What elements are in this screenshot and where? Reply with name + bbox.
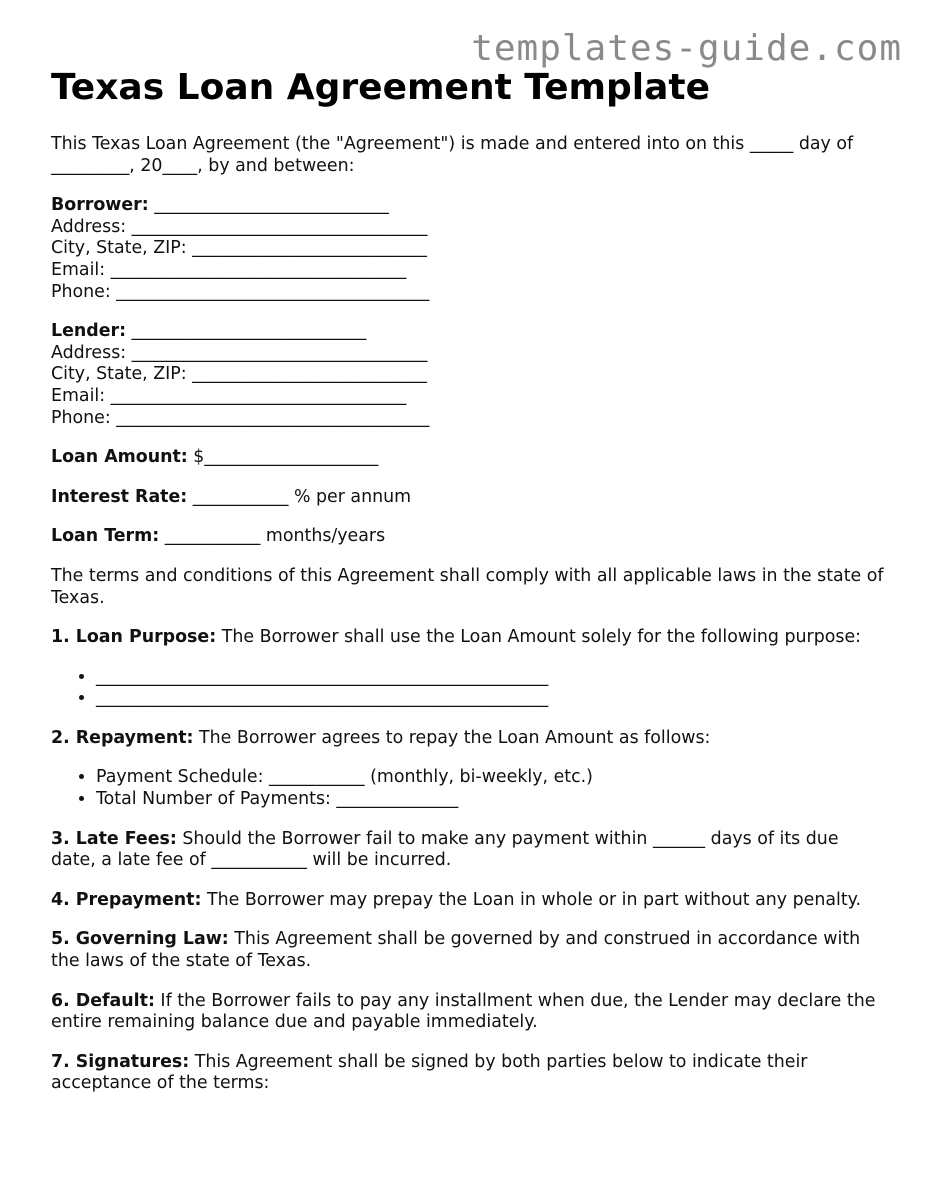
purpose-list [51, 667, 886, 710]
section-text: The Borrower shall use the Loan Amount solely for the following purpose: [216, 627, 862, 648]
borrower-address: Address: __________________________________ [51, 216, 428, 237]
loan-term-label: Loan Term: [51, 526, 160, 547]
document-page [51, 66, 886, 1113]
borrower-name-line [51, 195, 886, 217]
section-heading: 2. Repayment: [51, 727, 194, 748]
lender-phone: Phone: ____________________________________ [51, 407, 430, 428]
section-text: This Agreement shall be signed by both parties below to indicate their acceptance of the terms: [51, 1051, 808, 1094]
section-heading: 1. Loan Purpose: [51, 627, 217, 648]
loan-amount-label: Loan Amount: [51, 447, 188, 468]
section-text: The Borrower agrees to repay the Loan Amount as follows: [193, 727, 711, 748]
lender-address: Address: __________________________________ [51, 342, 428, 363]
interest-rate-value: ___________ % per annum [187, 486, 412, 507]
section-heading: 3. Late Fees: [51, 828, 177, 849]
section-governing-law [51, 929, 886, 972]
repayment-list [51, 767, 886, 810]
intro-paragraph: This Texas Loan Agreement (the "Agreement") is made and entered into on this _____ day of _________, 20____, by and between: [51, 134, 854, 176]
section-repayment [51, 728, 886, 750]
section-text: Should the Borrower fail to make any payment within ______ days of its due date, a late fee of ___________ will be incurred. [51, 828, 839, 871]
borrower-city: City, State, ZIP: ___________________________ [51, 238, 427, 259]
section-prepayment [51, 890, 886, 912]
loan-term-line [51, 526, 886, 548]
interest-rate-line [51, 487, 886, 509]
section-text: This Agreement shall be governed by and construed in accordance with the laws of the state of Texas. [51, 929, 861, 972]
loan-amount-value: $____________________ [187, 447, 379, 468]
section-loan-purpose [51, 627, 886, 649]
loan-amount-line [51, 447, 886, 469]
lender-city: City, State, ZIP: ___________________________ [51, 364, 427, 385]
lender-label: Lender: [51, 321, 127, 342]
interest-rate-label: Interest Rate: [51, 486, 188, 507]
section-text: The Borrower may prepay the Loan in whole or in part without any penalty. [201, 889, 862, 910]
document-title: Texas Loan Agreement Template [51, 67, 711, 108]
list-item: • ____________________________________________________ [96, 667, 886, 689]
loan-term-value: ___________ months/years [159, 526, 386, 547]
lender-block [51, 321, 886, 429]
section-default [51, 991, 886, 1034]
lender-name-blank: ___________________________ [126, 321, 367, 342]
section-late-fees [51, 829, 886, 872]
borrower-name-blank: ___________________________ [148, 195, 390, 216]
section-heading: 5. Governing Law: [51, 929, 229, 950]
list-item: • ____________________________________________________ [96, 688, 886, 710]
section-signatures [51, 1052, 886, 1095]
lender-email: Email: __________________________________ [51, 385, 407, 406]
section-heading: 6. Default: [51, 990, 155, 1011]
list-item: • Total Number of Payments: ______________ [96, 789, 886, 811]
borrower-email: Email: __________________________________ [51, 259, 407, 280]
compliance-paragraph: The terms and conditions of this Agreement shall comply with all applicable laws in the state of Texas. [51, 565, 884, 608]
section-heading: 4. Prepayment: [51, 889, 202, 910]
section-text: If the Borrower fails to pay any installment when due, the Lender may declare the entire remaining balance due and payable immediately. [51, 990, 876, 1033]
borrower-label: Borrower: [51, 195, 149, 216]
lender-name-line [51, 321, 886, 343]
borrower-block [51, 195, 886, 303]
watermark: templates-guide.com [471, 28, 902, 69]
list-item: • Payment Schedule: ___________ (monthly, bi-weekly, etc.) [96, 767, 886, 789]
section-heading: 7. Signatures: [51, 1051, 190, 1072]
borrower-phone: Phone: ____________________________________ [51, 281, 430, 302]
